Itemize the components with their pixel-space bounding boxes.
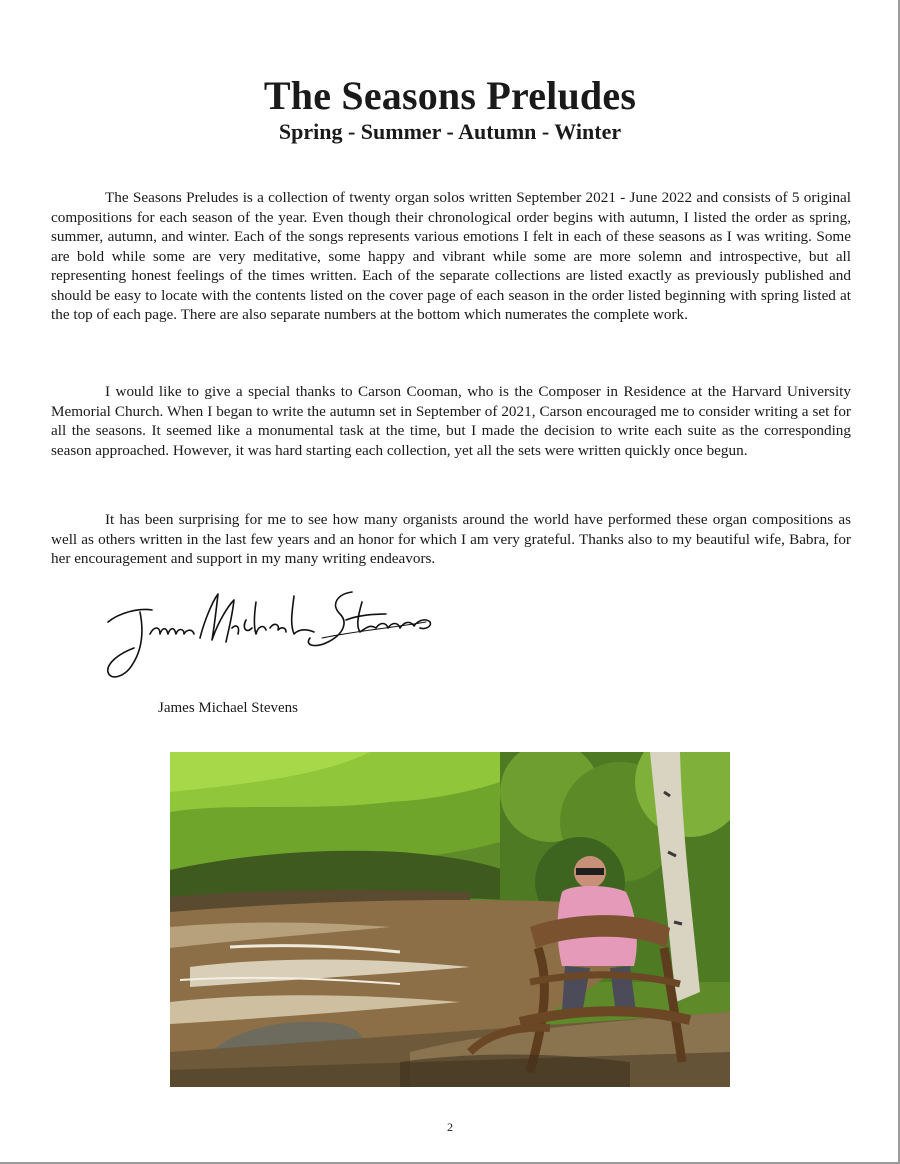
closing-paragraph-block <box>51 510 851 569</box>
page-title: The Seasons Preludes <box>263 73 637 118</box>
intro-paragraph-block <box>51 188 851 325</box>
thanks-paragraph-block <box>51 382 851 460</box>
paragraph-thanks: I would like to give a special thanks to Carson Cooman, who is the Composer in Residence at the Harvard University Memorial Church. When I began to write the autumn set in September of 2021, Carson encouraged me to consider writing a set for all the seasons. It seemed like a monumental task at the time, but I made the decision to write each suite as the corresponding season approached. However, it was hard starting each collection, yet all the sets were written quickly once begun. <box>51 383 851 459</box>
author-photo <box>170 752 730 1087</box>
signer-name: James Michael Stevens <box>158 700 298 716</box>
page-number: 2 <box>447 1120 453 1134</box>
paragraph-closing: It has been surprising for me to see how many organists around the world have performed these organ compositions as well as others written in the last few years and an honor for which I am very grateful. Thanks also to my beautiful wife, Babra, for her encouragement and support in my many writing endeavors. <box>51 511 851 567</box>
page-subtitle: Spring - Summer - Autumn - Winter <box>278 119 622 144</box>
handwritten-signature <box>100 572 440 690</box>
paragraph-intro: The Seasons Preludes is a collection of twenty organ solos written September 2021 - June 2022 and consists of 5 original compositions for each season of the year. Even though their chronological order begins with autumn, I listed the order as spring, summer, autumn, and winter. Each of the songs represents various emotions I felt in each of these seasons as I was writing. Some are bold while some are very meditative, some happy and vibrant while some are more solemn and introspective, but all representing honest feelings of the times written. Each of the separate collections are listed exactly as previously published and should be easy to locate with the contents listed on the cover page of each season in the order listed beginning with spring listed at the top of each page. There are also separate numbers at the bottom which numerates the complete work. <box>51 189 851 323</box>
